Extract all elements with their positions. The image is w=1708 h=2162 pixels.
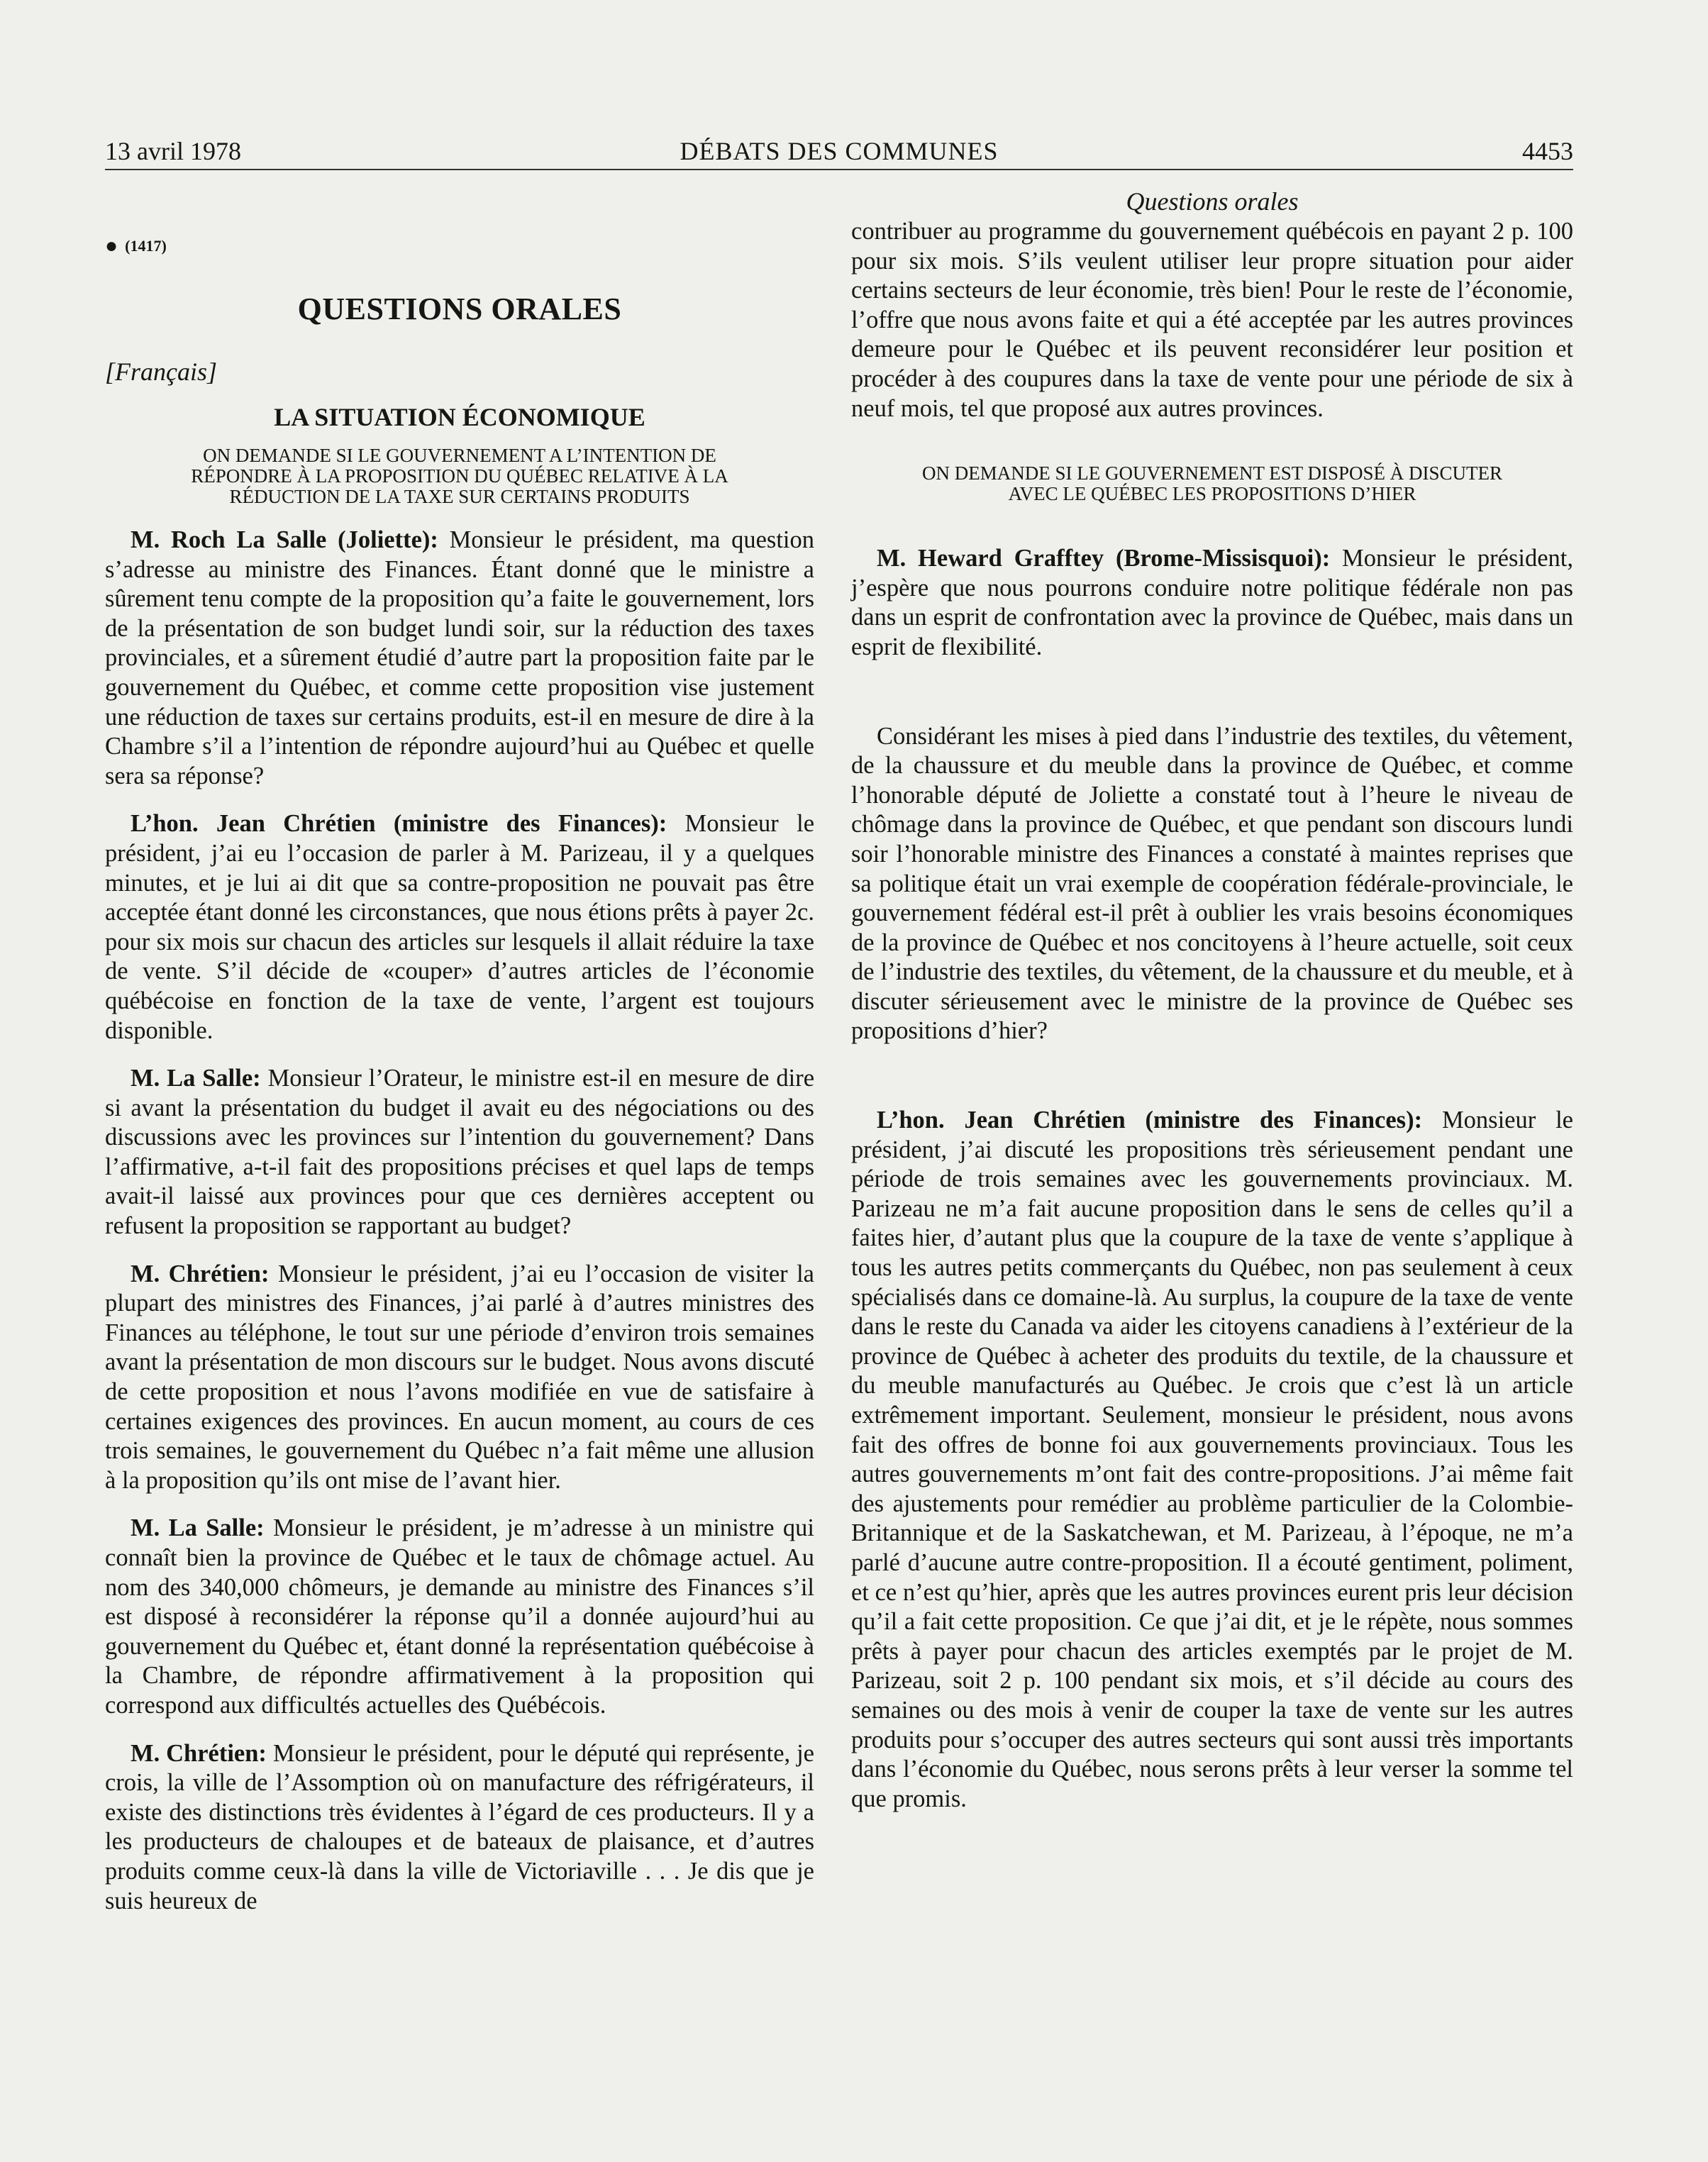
bullet-icon: ● — [105, 234, 118, 257]
page-number: 4453 — [1522, 137, 1573, 165]
paragraph-text: Monsieur le président, pour le député qui représente, je crois, la ville de l’Assomption où on manufacture des réfrigérateurs, il existe des distinctions très évidentes à l’égard de ces producteurs. Il y a les producteurs de chaloupes et de bateaux de plaisance, et d’autres produits comme ceux-là dans la ville de Victoriaville . . . Je dis que je suis heureux de — [105, 1739, 814, 1914]
main-title: QUESTIONS ORALES — [297, 292, 622, 326]
speaker: L’hon. Jean Chrétien (ministre des Finances): — [131, 810, 667, 838]
paragraph — [105, 1260, 814, 1496]
caption-line: ON DEMANDE SI LE GOUVERNEMENT EST DISPOSÉ À DISCUTER — [921, 462, 1502, 484]
speaker: M. Chrétien: — [131, 1739, 267, 1767]
continuation-paragraph: contribuer au programme du gouvernement québécois en payant 2 p. 100 pour six mois. S’ils veulent utiliser leur propre situation pour aider certains secteurs de leur économie, très bien! Pour le reste de l’économie, l’offre que nous avons faite et qui a été acceptée par les autres provinces demeure pour le Québec et ils peuvent reconsidérer leur position et procéder à des coupures dans la taxe de vente pour une période de six à neuf mois, tel que proposé aux autres provinces. — [851, 218, 1573, 422]
section-title: Questions orales — [1126, 187, 1299, 216]
language-tag: [Français] — [105, 357, 218, 386]
header-rule — [105, 169, 1573, 170]
caption-line: RÉPONDRE À LA PROPOSITION DU QUÉBEC RELATIVE À LA — [191, 465, 728, 487]
paragraph — [105, 526, 814, 791]
paragraph — [105, 1514, 814, 1720]
page-header — [105, 135, 1573, 167]
speaker: M. Heward Grafftey (Brome-Missisquoi): — [877, 545, 1331, 572]
caption-line: AVEC LE QUÉBEC LES PROPOSITIONS D’HIER — [1008, 483, 1416, 505]
paragraph-text: Monsieur le président, j’espère que nous pourrons conduire notre politique fédérale non pas dans un esprit de confrontation avec la province de Québec, mais dans un esprit de flexibilité. — [851, 545, 1573, 660]
paragraph-text: Monsieur le président, je m’adresse à un ministre qui connaît bien la province de Québec et le taux de chômage actuel. Au nom des 340,000 chômeurs, je demande au ministre des Finances s’il est disposé à reconsidérer la réponse qu’il a donnée aujourd’hui au gouvernement du Québec et, étant donné la représentation québécoise à la Chambre, de répondre affirmativement à la proposition qui correspond aux difficultés actuelles des Québécois. — [105, 1514, 814, 1719]
paragraph-text: Monsieur le président, ma question s’adresse au ministre des Finances. Étant donné que le ministre a sûrement tenu compte de la proposition qu’a faite le gouvernement, lors de la présentation de son budget lundi soir, sur la réduction des taxes provinciales, et a sûrement étudié d’autre part la proposition faite par le gouvernement du Québec, et comme cette proposition vise justement une réduction de taxes sur certains produits, est-il en mesure de dire à la Chambre s’il a l’intention de répondre aujourd’hui au Québec et quelle sera sa réponse? — [105, 526, 814, 789]
paragraph — [105, 1739, 814, 1917]
speaker: M. La Salle: — [131, 1514, 265, 1542]
left-column — [105, 186, 814, 1916]
speaker: M. La Salle: — [131, 1065, 261, 1092]
paragraph — [105, 809, 814, 1046]
paragraph-text: Monsieur le président, j’ai discuté les propositions très sérieusement pendant une période de trois semaines avec les gouvernements provinciaux. M. Parizeau ne m’a fait aucune proposition dans le sens de celles qu’il a faites hier, d’autant plus que la coupure de la taxe de vente s’applique à tous les autres petits commerçants du Québec, non pas seulement à ceux spécialisés dans ce domaine-là. Au surplus, la coupure de la taxe de vente dans le reste du Canada va aider les citoyens canadiens à l’extérieur de la province de Québec à acheter des produits du textile, de la chaussure et du meuble manufacturés au Québec. Je crois que c’est là un article extrêmement important. Seulement, monsieur le président, nous avons fait des offres de bonne foi aux gouvernements provinciaux. Tous les autres gouvernements m’ont fait des contre-propositions. J’ai même fait des ajustements pour remédier au problème particulier de la Colombie-Britannique et de la Saskatchewan, et M. Parizeau, à l’époque, ne m’a parlé d’aucune autre contre-proposition. Il a écouté gentiment, poliment, et ce n’est qu’hier, après que les autres provinces eurent pris leur décision qu’il a fait cette proposition. Ce que j’ai dit, et je le répète, nous sommes prêts à payer pour chacun des articles exemptés par le projet de M. Parizeau, soit 2 p. 100 pendant six mois, et s’il décide au cours des semaines ou des mois à venir de couper la taxe de vente sur les autres produits pour s’occuper des autres secteurs qui sont aussi très importants dans l’économie du Québec, nous serons prêts à leur verser la somme tel que promis. — [851, 1107, 1573, 1812]
paragraph — [105, 1064, 814, 1241]
paragraph — [851, 544, 1573, 662]
header-date: 13 avril 1978 — [105, 137, 241, 165]
time-marker — [105, 235, 814, 257]
header-title: DÉBATS DES COMMUNES — [680, 137, 999, 165]
caption-line: ON DEMANDE SI LE GOUVERNEMENT A L’INTENTION DE — [203, 445, 716, 466]
paragraph — [851, 1106, 1573, 1814]
paragraph: Considérant les mises à pied dans l’industrie des textiles, du vêtement, de la chaussure et du meuble dans la province de Québec, et comme l’honorable député de Joliette a constaté tout à l’heure le niveau de chômage dans la province de Québec, et que pendant son discours lundi soir l’honorable ministre des Finances a constaté à maintes reprises que sa politique était un vrai exemple de coopération fédérale-provinciale, le gouvernement fédéral est-il prêt à oublier les vrais besoins économiques de la province de Québec et nos concitoyens à l’heure actuelle, soit ceux de l’industrie des textiles, du vêtement, de la chaussure et du meuble, et à discuter sérieusement avec le ministre de la province de Québec ses propositions d’hier? — [851, 722, 1573, 1045]
caption-line: RÉDUCTION DE LA TAXE SUR CERTAINS PRODUITS — [229, 486, 690, 507]
topic-caption — [851, 463, 1573, 504]
speaker: M. Chrétien: — [131, 1260, 270, 1287]
time-marker-text: (1417) — [125, 237, 167, 255]
subtitle: LA SITUATION ÉCONOMIQUE — [274, 403, 645, 431]
topic-caption — [105, 445, 814, 507]
speaker: L’hon. Jean Chrétien (ministre des Finances): — [877, 1107, 1423, 1134]
paragraph-text: Monsieur le président, j’ai eu l’occasion de visiter la plupart des ministres des Finances, j’ai parlé à d’autres ministres des Finances au téléphone, le tout sur une période d’environ trois semaines avant la présentation de mon discours sur le budget. Nous avons discuté de cette proposition et nous l’avons modifiée en vue de satisfaire à certaines exigences des provinces. En aucun moment, au cours de ces trois semaines, le gouvernement du Québec n’a fait même une allusion à la proposition qu’ils ont mise de l’avant hier. — [105, 1260, 814, 1494]
paragraph-text: Monsieur l’Orateur, le ministre est-il en mesure de dire si avant la présentation du budget il avait eu des négociations ou des discussions avec les provinces sur l’intention du gouvernement? Dans l’affirmative, a-t-il fait des propositions précises et quel laps de temps avait-il laissé aux provinces pour que ces dernières acceptent ou refusent la proposition se rapportant au budget? — [105, 1065, 815, 1240]
paragraph-text: Monsieur le président, j’ai eu l’occasion de parler à M. Parizeau, il y a quelques minutes, et je lui ai dit que sa contre-proposition ne pouvait pas être acceptée étant donné les circonstances, que nous étions prêts à payer 2c. pour six mois sur chacun des articles sur lesquels il allait réduire la taxe de vente. S’il décide de «couper» d’autres articles de l’économie québécoise en fonction de la taxe de vente, l’argent est toujours disponible. — [105, 810, 815, 1044]
right-column — [851, 186, 1573, 1814]
speaker: M. Roch La Salle (Joliette): — [131, 526, 438, 553]
